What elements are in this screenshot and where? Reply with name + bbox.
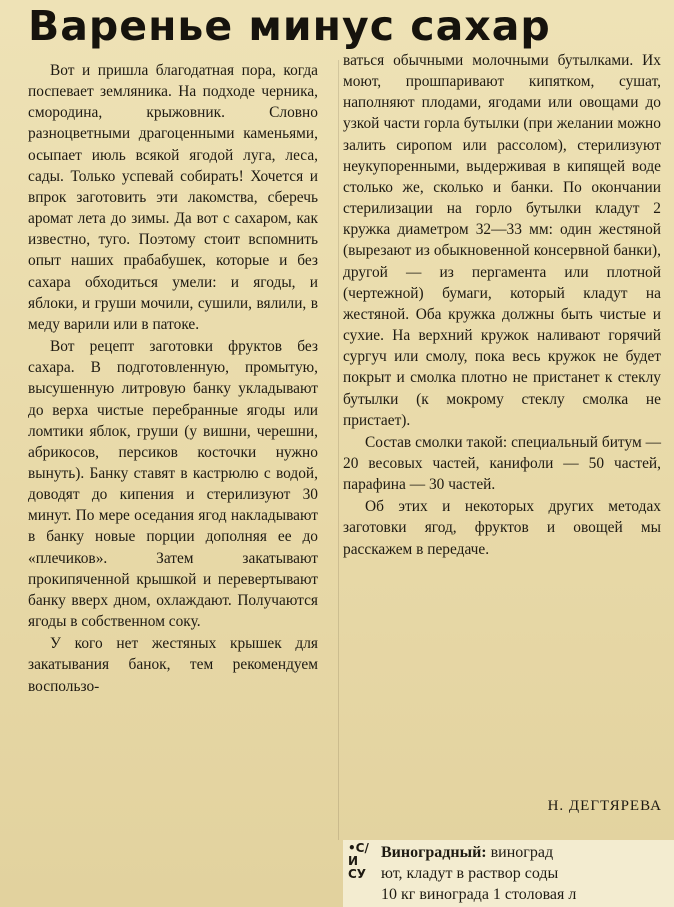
fragment-marker xyxy=(348,842,374,881)
author-signature: Н. ДЕГТЯРЕВА xyxy=(547,798,662,814)
fragment-line-3: 10 кг винограда 1 столовая л xyxy=(381,886,577,903)
fragment-heading: Виноградный: xyxy=(381,844,487,861)
fragment-marker-line: СУ xyxy=(348,867,367,881)
column-divider xyxy=(338,60,339,840)
fragment-marker-line: И xyxy=(348,854,359,868)
paragraph-intro: Вот и пришла благодатная пора, когда поспевает земляника. На подходе черника, смородина, крыжовник. Словно разноцветными драгоценными каменьями, осыпает июль всякой ягодой луга, леса, сады. Только успевай собирать! Хочется и впрок заготовить эти лакомства, сберечь аромат лета до зимы. Да вот с сахаром, как известно, туго. Поэтому стоит вспомнить опыт наших прабабушек, которые и без сахара обходиться умели: и ягоды, и яблоки, и груши мочили, сушили, вялили, в меду варили или в патоке. xyxy=(28,62,318,333)
paragraph-bottles-start: У кого нет жестяных крышек для закатывания банок, тем рекомендуем воспользо- xyxy=(28,635,318,695)
article-title: Варенье минус сахар xyxy=(28,2,551,50)
fragment-marker-line: •С/ xyxy=(348,841,369,855)
fragment-line-2: ют, кладут в раствор соды xyxy=(381,865,559,882)
paragraph-broadcast-note: Об этих и некоторых других методах заготовки ягод, фруктов и овощей мы расскажем в передаче. xyxy=(343,498,661,558)
paragraph-recipe: Вот рецепт заготовки фруктов без сахара. В подготовленную, промытую, высушенную литровую банку укладывают до верха чистые перебранные ягоды или ломтики яблок, груши (у вишни, черешни, абрикосов, персиков косточки нужно вынуть). Банку ставят в кастрюлю с водой, доводят до кипения и стерилизуют 30 минут. По мере оседания ягод накладывают в банку новые порции дополняя ее до «плечиков». Затем закатывают прокипяченной крышкой и перевертывают банку вверх дном, охлаждают. Получаются ягоды в собственном соку. xyxy=(28,338,318,631)
left-column xyxy=(28,60,318,697)
right-column xyxy=(343,50,661,560)
fragment-line-1 xyxy=(381,842,674,863)
fragment-text xyxy=(381,842,674,905)
paragraph-resin-composition: Состав смолки такой: специальный битум — 20 весовых частей, канифоли — 50 частей, парафина — 30 частей. xyxy=(343,433,661,494)
paragraph-bottles-continued: ваться обычными молочными бутылками. Их моют, прошпаривают кипятком, сушат, наполняют плодами, ягодами или овощами до узкой части горла бутылки (при желании можно залить сиропом или рассолом), стерилизуют неукупоренными, выдерживая в кипящей воде столько же, сколько и банки. По окончании стерилизации на горло бутылки кладут 2 кружка диаметром 32—33 мм: один жестяной (вырезают из обыкновенной консервной банки), другой — из пергамента или плотной (чертежной) бумаги, который кладут на жестяной. Оба кружка должны быть чистые и сухие. На верхний кружок наливают горячий сургуч или смолу, пока весь кружок не будет покрыт и смолка плотно не пристанет к стеклу бутылки (к мокрому стеклу смолка не пристает). xyxy=(343,52,661,429)
fragment-line-1-rest: виноград xyxy=(486,844,554,861)
